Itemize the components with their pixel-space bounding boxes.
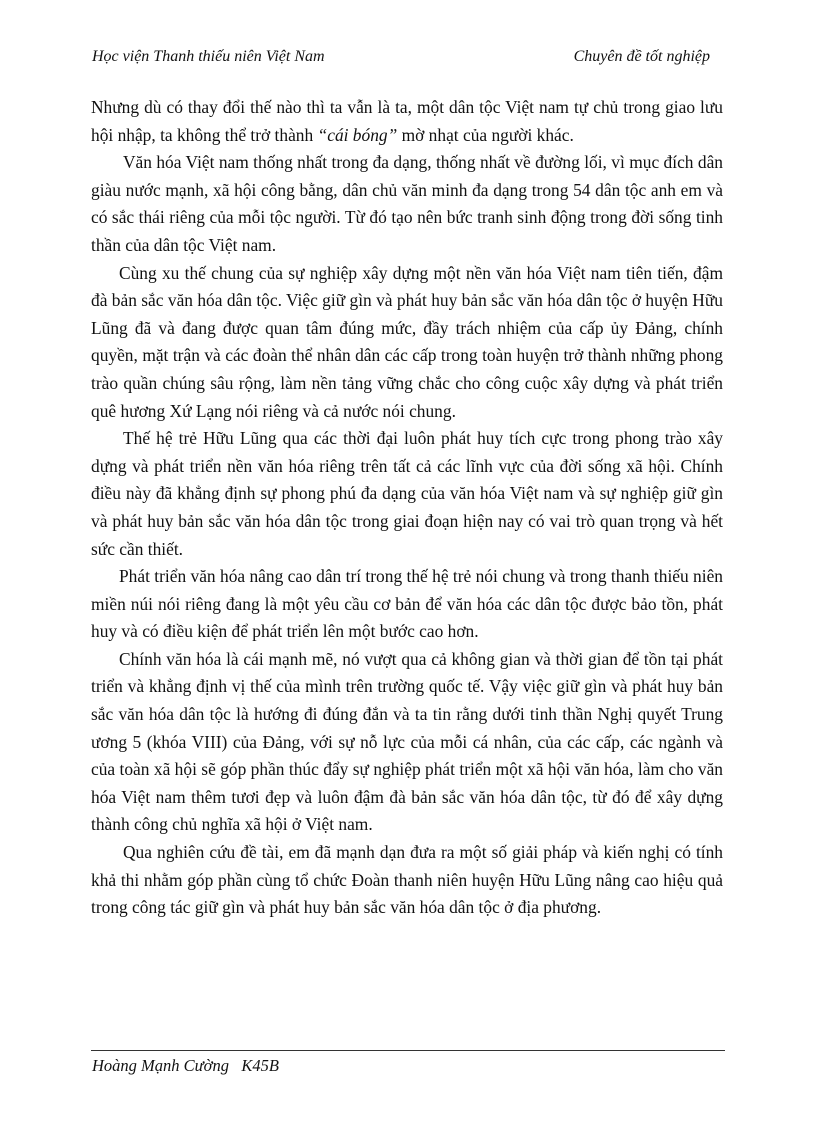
paragraph-6: Chính văn hóa là cái mạnh mẽ, nó vượt qua cả không gian và thời gian để tồn tại phát triển và khẳng định vị thế của mình trên trường quốc tế. Vậy việc giữ gìn và phát huy bản sắc văn hóa dân tộc là hướng đi đúng đắn và ta tin rằng dưới tinh thần Nghị quyết Trung ương 5 (khóa VIII) của Đảng, với sự nỗ lực của mỗi cá nhân, của các cấp, các ngành và của toàn xã hội sẽ góp phần thúc đẩy sự nghiệp phát triển một xã hội văn hóa, làm cho văn hóa Việt nam thêm tươi đẹp và luôn đậm đà bản sắc văn hóa dân tộc, từ đó để xây dựng thành công chủ nghĩa xã hội ở Việt nam. [91,648,723,835]
paragraph-7: Qua nghiên cứu đề tài, em đã mạnh dạn đưa ra một số giải pháp và kiến nghị có tính khả thi nhằm góp phần cùng tổ chức Đoàn thanh niên huyện Hữu Lũng nâng cao hiệu quả trong công tác giữ gìn và phát huy bản sắc văn hóa dân tộc ở địa phương. [91,842,723,918]
paragraph-4: Thế hệ trẻ Hữu Lũng qua các thời đại luôn phát huy tích cực trong phong trào xây dựng và phát triển nền văn hóa riêng trên tất cả các lĩnh vực của đời sống xã hội. Chính điều này đã khẳng định sự phong phú đa dạng của văn hóa Việt nam và sự nghiệp giữ gìn và phát huy bản sắc văn hóa dân tộc trong giai đoạn hiện nay có vai trò quan trọng và hết sức cần thiết. [91,428,723,559]
footer-author: Hoàng Mạnh Cường K45B [92,1056,279,1075]
paragraph-1-text: Nhưng dù có thay đổi thế nào thì ta vẫn là ta, một dân tộc Việt nam tự chủ trong giao lưu hội nhập, ta không thể trở thành [91,97,723,145]
paragraph-5: Phát triển văn hóa nâng cao dân trí trong thế hệ trẻ nói chung và trong thanh thiếu niên miền núi nói riêng đang là một yêu cầu cơ bản để văn hóa các dân tộc được bảo tồn, phát huy và có điều kiện để phát triển lên một bước cao hơn. [91,566,723,642]
paragraph-1-tail: mờ nhạt của người khác. [397,124,574,145]
quoted-term: “cái bóng” [317,124,398,145]
header-institution: Học viện Thanh thiếu niên Việt Nam [92,48,325,65]
page-header [92,48,710,70]
paragraph-2: Văn hóa Việt nam thống nhất trong đa dạng, thống nhất về đường lối, vì mục đích dân giàu nước mạnh, xã hội công bằng, dân chủ văn minh đa dạng trong 54 dân tộc anh em và có sắc thái riêng của mỗi tộc người. Từ đó tạo nên bức tranh sinh động trong đời sống tinh thần của dân tộc Việt nam. [91,152,723,255]
document-body [91,94,723,922]
paragraph-3: Cùng xu thế chung của sự nghiệp xây dựng một nền văn hóa Việt nam tiên tiến, đậm đà bản sắc văn hóa dân tộc. Việc giữ gìn và phát huy bản sắc văn hóa dân tộc ở huyện Hữu Lũng đã và đang được quan tâm đúng mức, đầy trách nhiệm của cấp ủy Đảng, chính quyền, mặt trận và các đoàn thể nhân dân các cấp trong toàn huyện trở thành những phong trào quần chúng sâu rộng, làm nền tảng vững chắc cho công cuộc xây dựng và phát triển quê hương Xứ Lạng nói riêng và cả nước nói chung. [91,262,723,421]
paragraph-1 [91,94,723,149]
footer-divider [91,1050,725,1051]
header-doc-type: Chuyên đề tốt nghiệp [573,48,710,65]
